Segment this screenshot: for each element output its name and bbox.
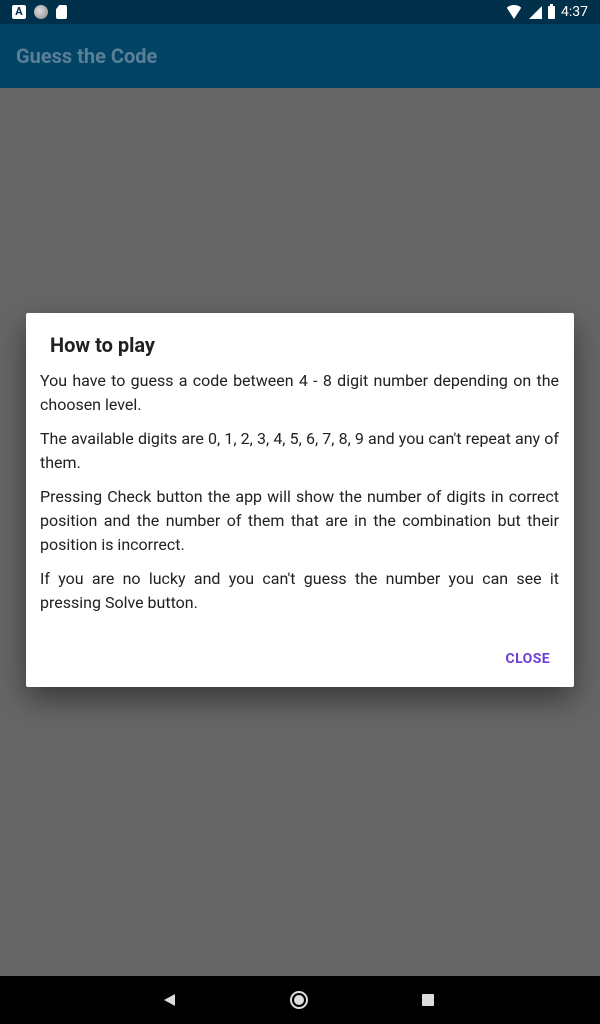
status-bar-left [12,5,67,19]
a-icon: A [12,5,26,19]
status-bar-right [505,4,588,20]
signal-icon [529,6,542,19]
home-icon[interactable] [290,991,308,1009]
status-bar [0,0,600,24]
recents-icon[interactable] [422,994,434,1006]
back-icon[interactable] [164,994,175,1006]
circle-icon [34,5,48,19]
nav-bar [0,976,600,1024]
sd-card-icon [56,5,67,19]
dialog-paragraph: If you are no lucky and you can't guess the number you can see it pressing Solve button. [40,569,559,612]
dialog-paragraph: You have to guess a code between 4 - 8 digit number depending on the choosen level. [40,371,559,414]
dialog-body [40,369,559,625]
close-button[interactable]: CLOSE [505,651,550,667]
app-title: Guess the Code [16,44,158,68]
app-bar [0,24,600,88]
dialog-paragraph: Pressing Check button the app will show the number of digits in correct position and the number of them that are in the combination but their position is incorrect. [40,487,559,554]
how-to-play-dialog [26,313,574,687]
battery-icon [548,6,555,19]
wifi-icon [505,5,523,19]
dialog-paragraph: The available digits are 0, 1, 2, 3, 4, 5, 6, 7, 8, 9 and you can't repeat any of them. [40,429,559,472]
status-time: 4:37 [561,4,588,20]
dialog-title: How to play [50,333,156,357]
